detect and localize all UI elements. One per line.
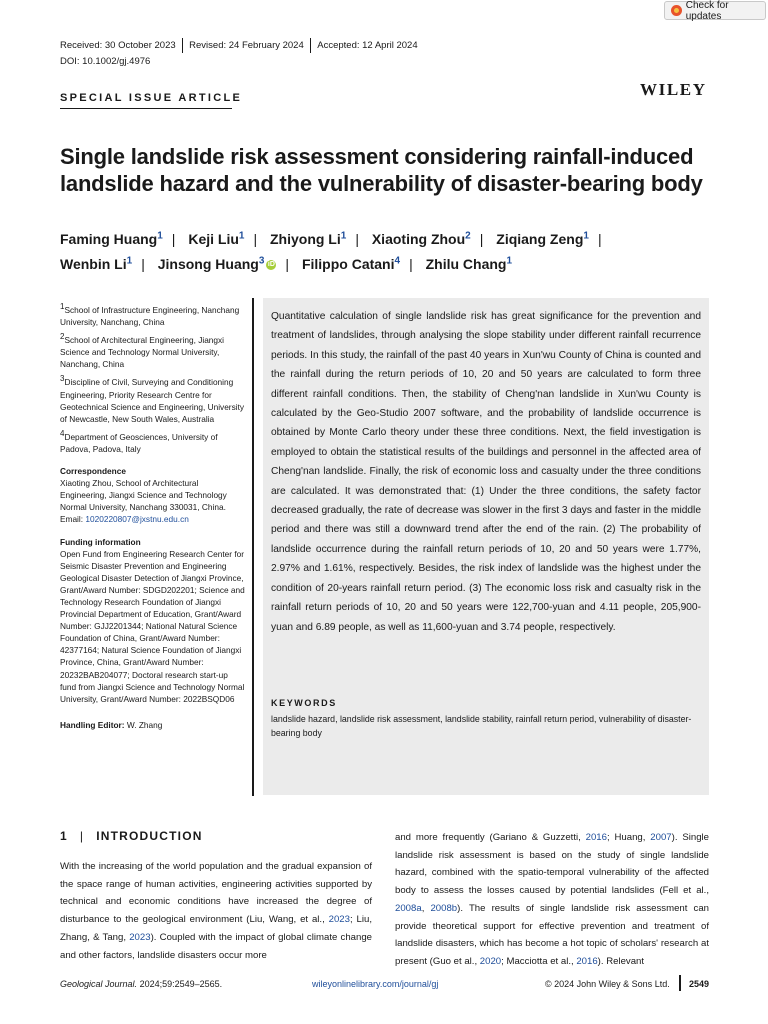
accepted-date: Accepted: 12 April 2024	[317, 40, 418, 51]
revised-date: Revised: 24 February 2024	[189, 40, 304, 51]
footer-divider	[679, 975, 681, 991]
check-for-updates-label: Check for updates	[685, 0, 729, 22]
affiliation-marker: 1	[126, 255, 133, 267]
received-date: Received: 30 October 2023	[60, 40, 176, 51]
author[interactable]: Zhiyong Li$^1$	[269, 230, 347, 247]
author[interactable]: Keji Liu$^1$	[188, 230, 245, 247]
footer-copyright: © 2024 John Wiley & Sons Ltd.	[545, 979, 670, 989]
author[interactable]: Jinsong Huang$^3$ iD	[157, 255, 275, 272]
section-heading-introduction: 1 | INTRODUCTION	[60, 829, 203, 843]
author[interactable]: Filippo Catani$^4$	[301, 255, 401, 272]
citation-link[interactable]: 2007	[650, 832, 672, 843]
citation-link[interactable]: 2008b	[430, 902, 458, 914]
check-for-updates-button[interactable]	[664, 1, 766, 20]
handling-editor: Handling Editor: W. Zhang	[60, 719, 163, 730]
citation-link[interactable]: 2020	[479, 955, 502, 967]
author[interactable]: Ziqiang Zeng$^1$	[496, 230, 589, 247]
correspondence-heading: Correspondence	[60, 466, 126, 477]
affiliation: 3Discipline of Civil, Surveying and Conditioning Engineering, Priority Research Centre for Geotechnical Science and Engineering, University of Newcastle, New South Wales, Australia	[60, 374, 245, 424]
citation-link[interactable]: 2008a	[395, 902, 422, 914]
affiliation-marker: 4	[394, 255, 401, 267]
author-list: Faming Huang$^1$ | Keji Liu$^1$ | Zhiyong Li$^1$ | Xiaoting Zhou$^2$ | Ziqiang Zeng$^1$ | Wenbin Li$^1$ | Jinsong Huang$^3$ iD | Filippo Catani$^4$ | Zhilu Chang$^1$	[60, 230, 602, 272]
article-history	[60, 38, 424, 53]
author[interactable]: Faming Huang$^1$	[60, 230, 163, 247]
affiliation-marker: 1	[583, 230, 589, 242]
citation-link[interactable]: 2016	[585, 832, 607, 843]
affiliation: 1School of Infrastructure Engineering, Nanchang University, Nanchang, China	[60, 302, 240, 328]
affiliation-marker: 1	[506, 255, 513, 267]
abstract-text: Quantitative calculation of single landslide risk has great significance for the prevention and treatment of landslides, through analysing the slope stability under different rainfall recurrence periods. In this study, the rainfall of the past 40 years in Xun'wu County of China is counted and the rainfall during the return periods of 10, 20 and 50 years are calculated to form three different rainfall conditions. Then, the stability of Cheng'nan landslide in Xun'wu County is calculated by the Geo-Studio 2007 software, and the probability of landslide occurrence is obtained by Monte Carlo theory under these three conditions. Next, the field investigation is employed to obtain the statistical results of the buildings and personnel in the affected area of Cheng'nan landslide. Finally, the risk of economic loss and casualty under the three conditions are calculated. It was demonstrated that: (1) Under the three conditions, the safety factor decreased gradually, the rate of decrease was slower in the first 3 days and faster in the middle period and there was still a downward trend after the end of the rain. (2) The probability of landslide occurrence during the rainfall return periods of 10, 20 and 50 years were 1.77%, 2.97% and 1.61%, respectively. Besides, the risk index of landslide was the highest under the condition of 20-years rainfall return period. (3) The economic loss risk and casualty risk in the rainfall return periods of 10, 20 and 50 years were 122,700-yuan and 4.11 people, 205,900-yuan and 6.89 people, as well as 11,600-yuan and 3.74 people, respectively.	[271, 311, 701, 633]
introduction-right-column: and more frequently (Gariano & Guzzetti, 2016; Huang, 2007). Single landslide risk assessment is based on the study of single landslide hazard, combined with the spatio-temporal vulnerability of the affected body to assess the losses caused by potential landslides (Fell et al., 2008a, 2008b). The results of single landslide risk assessment can provide theoretical support for effective prevention and treatment of landslide disasters, which has become a hot topic of scholars' research at present (Guo et al., 2020; Macciotta et al., 2016). Relevant	[395, 832, 709, 967]
article-type-underline	[60, 108, 232, 109]
article-title: Single landslide risk assessment considering rainfall-induced landslide hazard and the vulnerability of disaster-bearing body	[60, 144, 703, 196]
author[interactable]: Zhilu Chang$^1$	[425, 255, 513, 272]
footer-journal-citation: Geological Journal. 2024;59:2549–2565.	[60, 979, 223, 989]
citation-link[interactable]: 2023	[328, 914, 350, 926]
doi[interactable]: DOI: 10.1002/gj.4976	[60, 56, 151, 67]
keywords-list: landslide hazard, landslide risk assessment, landslide stability, rainfall return period, vulnerability of disaster-bearing body	[271, 714, 692, 738]
affiliation-marker: 1	[157, 230, 163, 242]
affiliation-marker: 1	[340, 230, 347, 242]
article-info-sidebar	[60, 304, 246, 731]
column-divider	[252, 298, 254, 796]
publisher-logo: WILEY	[640, 80, 707, 99]
article-type: SPECIAL ISSUE ARTICLE	[60, 92, 243, 104]
orcid-icon[interactable]: iD	[267, 261, 275, 269]
crossmark-icon	[671, 5, 682, 16]
affiliation-marker: 3	[258, 255, 265, 267]
affiliation-marker: 1	[238, 230, 245, 242]
correspondence-email-link[interactable]: 1020220807@jxstnu.edu.cn	[85, 514, 189, 525]
funding-text: Open Fund from Engineering Research Center for Seismic Disaster Prevention and Engineering Geological Disaster Detection of Jiangxi Province, Grant/Award Number: SDGD202201; Science and Technology Research Foundation of Jiangxi Provincial Department of Education, Grant/Award Number: GJJ2201344; National Natural Science Foundation of China, Grant/Award Number: 42377164; Natural Science Foundation of Jiangxi Province, China, Grant/Award Number: 20232BAB204077; Doctoral research start-up fund from Jiangxi Science and Technology Normal University, Grant/Award Number: 2022BSQD06	[60, 548, 245, 704]
introduction-left-column: With the increasing of the world population and the gradual expansion of the space range of human activities, engineering activities supported by technical and economic conditions have increased the degree of disturbance to the geological environment (Liu, Wang, et al., 2023; Liu, Zhang, & Tang, 2023). Coupled with the impact of global climate change and other factors, landslide disasters occur more	[60, 861, 373, 961]
affiliation: 4Department of Geosciences, University of Padova, Padova, Italy	[60, 429, 218, 454]
citation-link[interactable]: 2023	[129, 931, 151, 943]
keywords-heading: KEYWORDS	[271, 698, 337, 708]
citation-link[interactable]: 2016	[576, 955, 598, 967]
affiliation: 2School of Architectural Engineering, Jiangxi Science and Technology Normal University, Nanchang, China	[60, 332, 225, 370]
affiliation-marker: 2	[465, 230, 471, 242]
author[interactable]: Wenbin Li$^1$	[60, 255, 133, 272]
author[interactable]: Xiaoting Zhou$^2$	[371, 230, 471, 247]
correspondence-text: Xiaoting Zhou, School of Architectural Engineering, Jiangxi Science and Technology Normal University, Nanchang 330031, China. Email: 1020220807@jxstnu.edu.cn	[60, 478, 227, 525]
page-number: 2549	[689, 979, 710, 989]
funding-heading: Funding information	[60, 536, 141, 547]
footer-journal-url[interactable]: wileyonlinelibrary.com/journal/gj	[312, 979, 439, 989]
